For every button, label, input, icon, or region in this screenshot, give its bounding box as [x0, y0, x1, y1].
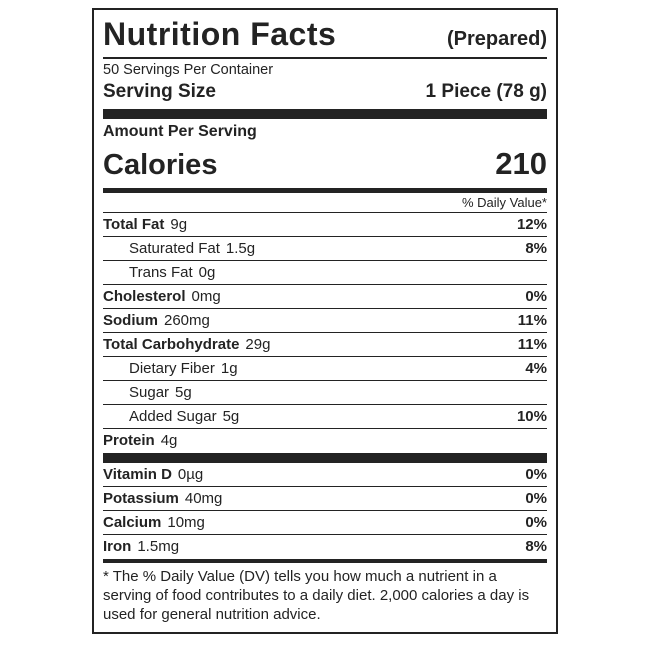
nutrient-dv: 11% [517, 312, 547, 329]
nutrient-name: Iron [103, 538, 132, 555]
serving-size-row [103, 79, 547, 109]
nutrient-amount: 4g [160, 432, 178, 449]
nutrient-name: Sugar [129, 384, 170, 401]
nutrient-dv: 0% [525, 288, 547, 305]
label-title: Nutrition Facts [103, 16, 337, 52]
nutrient-name: Trans Fat [129, 264, 193, 281]
nutrient-name: Total Fat [103, 216, 165, 233]
nutrient-row-added-sugar [103, 405, 547, 429]
nutrient-row-total-carbohydrate [103, 333, 547, 357]
nutrient-dv: 11% [517, 336, 547, 353]
separator-bar-thick [103, 109, 547, 119]
nutrient-name-amount [103, 261, 215, 284]
nutrient-amount: 29g [245, 336, 271, 353]
nutrient-amount: 1.5mg [137, 538, 180, 555]
daily-value-header: % Daily Value* [103, 193, 547, 213]
nutrient-name-amount [103, 357, 238, 380]
nutrient-row-dietary-fiber [103, 357, 547, 381]
nutrient-name: Dietary Fiber [129, 360, 215, 377]
separator-bar-thick [103, 453, 547, 463]
nutrient-amount: 5g [175, 384, 192, 401]
micronutrient-row-potassium [103, 487, 547, 511]
nutrient-row-sugar [103, 381, 547, 405]
micronutrient-row-vitamin-d [103, 463, 547, 487]
nutrient-amount: 1.5g [225, 240, 256, 257]
amount-per-serving: Amount Per Serving [103, 123, 257, 140]
nutrient-amount: 0g [198, 264, 216, 281]
nutrient-row-cholesterol [103, 285, 547, 309]
nutrient-dv: 0% [525, 490, 547, 507]
calories-label: Calories [103, 149, 218, 181]
nutrient-name-amount [103, 285, 221, 308]
nutrient-name: Potassium [103, 490, 179, 507]
nutrient-dv: 10% [516, 408, 547, 425]
nutrient-name-amount [103, 511, 205, 534]
nutrient-amount: 260mg [164, 312, 210, 329]
nutrient-name: Added Sugar [129, 408, 217, 425]
nutrient-name-amount [103, 237, 255, 260]
nutrient-name-amount [103, 463, 203, 486]
daily-value-footnote: * The % Daily Value (DV) tells you how much a nutrient in a serving of food contributes to a daily diet. 2,000 calories a day is used for general nutrition advice. [103, 568, 530, 623]
nutrient-name-amount [103, 405, 239, 428]
nutrient-amount: 40mg [184, 490, 223, 507]
nutrient-name: Sodium [103, 312, 158, 329]
nutrient-dv: 12% [516, 216, 547, 233]
nutrient-amount: 5g [222, 408, 240, 425]
micronutrient-row-calcium [103, 511, 547, 535]
nutrient-amount: 10mg [167, 514, 205, 531]
nutrient-amount: 0µg [177, 466, 204, 483]
serving-size-label: Serving Size [103, 81, 216, 102]
nutrient-name-amount [103, 535, 179, 558]
nutrient-amount: 0mg [191, 288, 221, 305]
label-title-suffix: (Prepared) [446, 28, 547, 50]
nutrient-amount: 9g [170, 216, 188, 233]
servings-per-container: 50 Servings Per Container [103, 62, 274, 78]
nutrient-amount: 1g [220, 360, 238, 377]
nutrient-name: Protein [103, 432, 155, 449]
nutrient-dv: 0% [525, 466, 547, 483]
nutrient-dv: 8% [525, 538, 547, 555]
nutrient-row-saturated-fat [103, 237, 547, 261]
nutrient-row-total-fat [103, 213, 547, 237]
nutrient-name-amount [103, 381, 192, 404]
nutrient-name-amount [103, 213, 187, 236]
nutrient-row-protein [103, 429, 547, 453]
calories-row [103, 143, 547, 188]
nutrient-row-trans-fat [103, 261, 547, 285]
nutrient-name-amount [103, 333, 270, 356]
nutrient-name: Vitamin D [103, 466, 172, 483]
nutrient-name-amount [103, 487, 222, 510]
nutrient-name: Cholesterol [103, 288, 186, 305]
nutrient-name-amount [103, 309, 210, 332]
calories-value: 210 [495, 146, 547, 181]
nutrient-name: Saturated Fat [129, 240, 220, 257]
nutrient-row-sodium [103, 309, 547, 333]
nutrition-facts-label [92, 8, 558, 634]
nutrient-dv: 0% [525, 514, 547, 531]
nutrient-name: Total Carbohydrate [103, 336, 240, 353]
micronutrient-row-iron [103, 535, 547, 559]
nutrient-dv: 4% [525, 360, 547, 377]
label-header [103, 14, 547, 59]
serving-size-value: 1 Piece (78 g) [425, 81, 547, 102]
nutrient-dv: 8% [525, 240, 547, 257]
nutrient-name-amount [103, 429, 177, 452]
nutrient-name: Calcium [103, 514, 162, 531]
